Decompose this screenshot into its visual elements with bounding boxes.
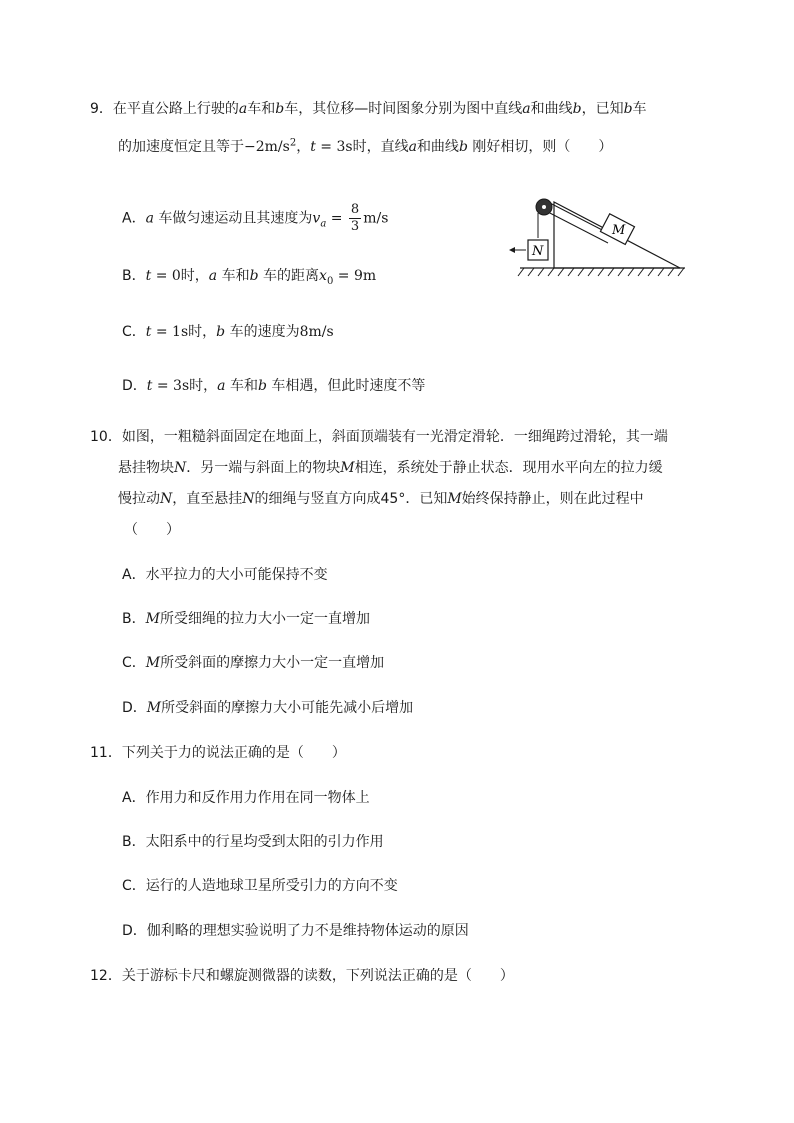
incline-pulley-figure — [500, 188, 700, 288]
block-m — [600, 214, 634, 245]
q10-stem-line2: 悬挂物块N．另一端与斜面上的物块M相连，系统处于静止状态．现用水平向左的拉力缓 — [118, 460, 663, 476]
fraction: $\frac{8}{3}$ — [350, 202, 360, 234]
q11-option-a: A．作用力和反作用力作用在同一物体上 — [122, 790, 370, 806]
pulley-axle — [542, 205, 546, 209]
q10-stem-line4: （ ） — [124, 522, 180, 538]
q9-option-b: B．t = 0时，a 车和b 车的距离$x_0 = 9m$ — [122, 268, 377, 287]
q9-option-c: C．t = 1s时，b 车的速度为8m/s — [122, 324, 334, 340]
q10-option-b: B．M所受细绳的拉力大小一定一直增加 — [122, 611, 370, 627]
q10-option-a: A．水平拉力的大小可能保持不变 — [122, 567, 328, 583]
q11-option-c: C．运行的人造地球卫星所受引力的方向不变 — [122, 878, 398, 894]
q10-stem-line1: 10．如图，一粗糙斜面固定在地面上，斜面顶端装有一光滑定滑轮．一细绳跨过滑轮，其一端 — [90, 429, 668, 445]
block-n-label: N — [532, 244, 544, 259]
q9-option-a: A．a 车做匀速运动且其速度为$v_a$ = $\frac{8}{3}$ m/s — [122, 202, 389, 234]
q10-stem-line3: 慢拉动N，直至悬挂N的细绳与竖直方向成45°．已知M始终保持静止，则在此过程中 — [118, 491, 644, 507]
ground-hatching — [518, 268, 684, 276]
q9-stem-line1: 9．在平直公路上行驶的a车和b车，其位移—时间图象分别为图中直线a和曲线b，已知b车 — [90, 101, 647, 117]
q11-option-d: D．伽利略的理想实验说明了力不是维持物体运动的原因 — [122, 923, 469, 939]
pull-arrow-head — [509, 247, 515, 253]
q9-stem-line2: 的加速度恒定且等于$-2m/s^2$，t = 3s时，直线a和曲线b 刚好相切，则（ ） — [118, 137, 613, 155]
q9-option-d: D．t = 3s时，a 车和b 车相遇，但此时速度不等 — [122, 378, 426, 394]
q10-option-c: C．M所受斜面的摩擦力大小一定一直增加 — [122, 655, 385, 671]
q12-stem: 12．关于游标卡尺和螺旋测微器的读数，下列说法正确的是（ ） — [90, 968, 514, 984]
q11-stem: 11．下列关于力的说法正确的是（ ） — [90, 745, 346, 761]
q11-option-b: B．太阳系中的行星均受到太阳的引力作用 — [122, 834, 384, 850]
q10-option-d: D．M所受斜面的摩擦力大小可能先减小后增加 — [122, 700, 414, 716]
svg-text:M: M — [612, 223, 626, 238]
rope-to-m — [548, 202, 608, 233]
